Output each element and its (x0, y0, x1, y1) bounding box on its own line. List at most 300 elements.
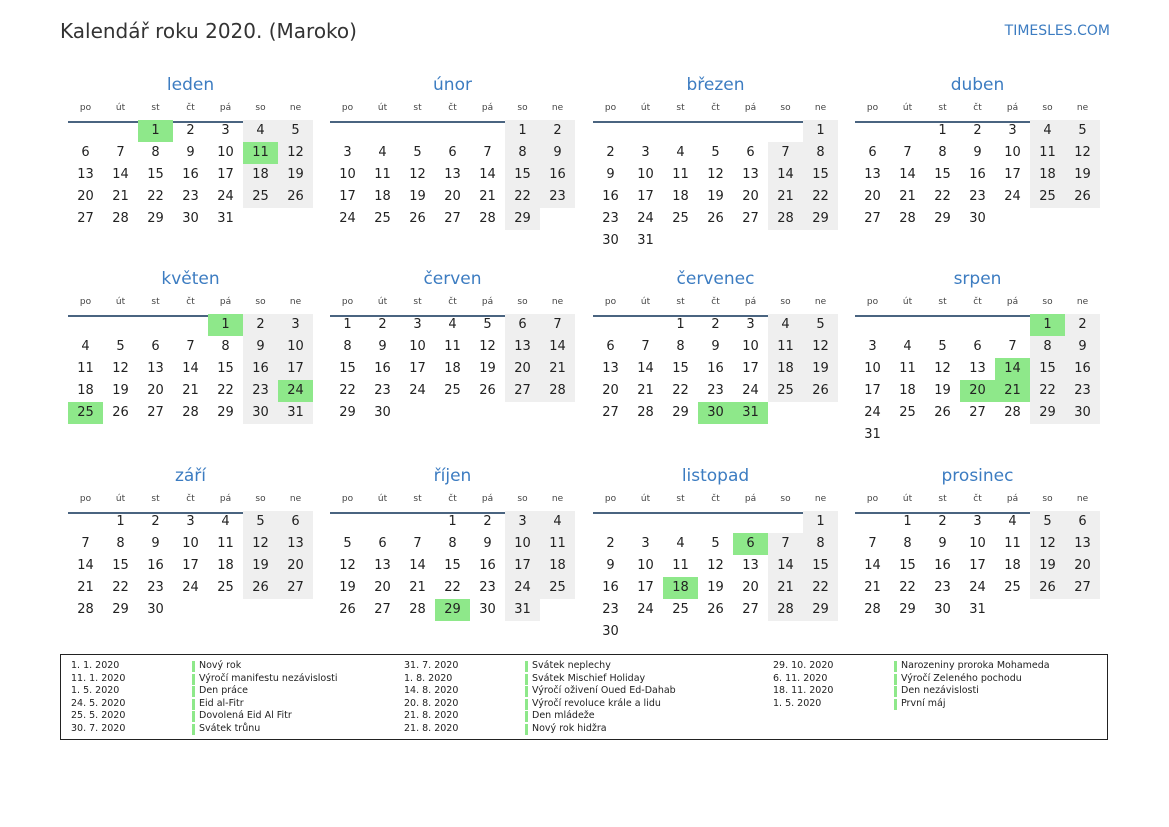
day-cell: 8 (938, 145, 947, 160)
day-cell: 18 (768, 358, 803, 380)
day-cell: 20 (505, 358, 540, 380)
day-cell: 12 (1030, 533, 1065, 555)
holiday-marker (525, 674, 528, 685)
holiday-name: Den mládeže (532, 710, 595, 722)
day-cell: 8 (676, 339, 685, 354)
holiday-name: Výročí revoluce krále a lidu (532, 697, 661, 709)
day-cell: 20 (1065, 555, 1100, 577)
day-cell: 29 (899, 602, 916, 617)
holiday-date: 6. 11. 2020 (773, 672, 828, 684)
day-cell: 13 (147, 361, 164, 376)
day-cell: 24 (409, 383, 426, 398)
weekday-label: pá (481, 494, 494, 504)
holiday-day: 14 (995, 358, 1030, 380)
day-cell: 22 (803, 577, 838, 599)
day-cell: 22 (934, 189, 951, 204)
day-cell: 21 (112, 189, 129, 204)
day-cell: 26 (803, 380, 838, 402)
weekday-label: út (640, 103, 651, 113)
day-cell: 30 (182, 211, 199, 226)
day-cell: 12 (409, 167, 426, 182)
weekday-label: út (902, 103, 913, 113)
weekday-label: so (780, 103, 791, 113)
day-cell: 26 (278, 186, 313, 208)
weekday-label: po (341, 494, 354, 504)
weekday-label: so (1042, 297, 1053, 307)
weekday-label: po (341, 103, 354, 113)
day-cell: 24 (339, 211, 356, 226)
month-name: únor (433, 75, 472, 95)
day-cell: 4 (768, 314, 803, 336)
day-cell: 9 (1065, 336, 1100, 358)
day-cell: 20 (742, 189, 759, 204)
day-cell: 23 (969, 189, 986, 204)
day-cell: 15 (803, 164, 838, 186)
holiday-date: 1. 1. 2020 (71, 660, 120, 671)
day-cell: 11 (540, 533, 575, 555)
day-cell: 27 (147, 405, 164, 420)
day-cell: 14 (637, 361, 654, 376)
day-cell: 13 (374, 558, 391, 573)
day-cell: 12 (707, 167, 724, 182)
weekday-label: st (151, 297, 160, 307)
day-cell: 14 (899, 167, 916, 182)
day-cell: 3 (221, 123, 230, 138)
day-cell: 4 (378, 145, 387, 160)
weekday-label: st (151, 103, 160, 113)
holiday-date: 1. 5. 2020 (773, 697, 822, 709)
day-cell: 30 (479, 602, 496, 617)
day-cell: 24 (182, 580, 199, 595)
day-cell: 9 (378, 339, 387, 354)
day-cell: 3 (343, 145, 352, 160)
day-cell: 12 (934, 361, 951, 376)
day-cell: 22 (444, 580, 461, 595)
holiday-day: 21 (995, 380, 1030, 402)
day-cell: 21 (409, 580, 426, 595)
holiday-date: 18. 11. 2020 (773, 685, 834, 697)
weekday-label: st (413, 494, 422, 504)
day-cell: 21 (540, 358, 575, 380)
weekday-label: ne (289, 297, 302, 307)
day-cell: 16 (602, 580, 619, 595)
weekday-label: čt (973, 103, 982, 113)
day-cell: 2 (483, 514, 492, 529)
day-cell: 4 (221, 514, 230, 529)
day-cell: 23 (1065, 380, 1100, 402)
weekday-label: so (1042, 103, 1053, 113)
holiday-name: Nový rok (199, 660, 242, 671)
day-cell: 3 (868, 339, 877, 354)
day-cell: 16 (147, 558, 164, 573)
day-cell: 13 (278, 533, 313, 555)
day-cell: 11 (899, 361, 916, 376)
holiday-date: 24. 5. 2020 (71, 697, 126, 709)
day-cell: 27 (969, 405, 986, 420)
day-cell: 11 (1030, 142, 1065, 164)
day-cell: 20 (147, 383, 164, 398)
day-cell: 27 (505, 380, 540, 402)
day-cell: 6 (278, 511, 313, 533)
day-cell: 27 (742, 602, 759, 617)
day-cell: 7 (483, 145, 492, 160)
holiday-name: Svátek neplechy (532, 660, 611, 671)
day-cell: 20 (742, 580, 759, 595)
day-cell: 28 (479, 211, 496, 226)
weekday-header (68, 297, 313, 309)
day-cell: 3 (973, 514, 982, 529)
day-cell: 25 (1030, 186, 1065, 208)
day-cell: 12 (1065, 142, 1100, 164)
day-cell: 18 (444, 361, 461, 376)
day-cell: 2 (711, 317, 720, 332)
weekday-label: út (377, 297, 388, 307)
weekday-header (330, 297, 575, 309)
weekday-label: út (377, 494, 388, 504)
day-cell: 31 (637, 233, 654, 248)
day-cell: 14 (864, 558, 881, 573)
day-cell: 9 (186, 145, 195, 160)
day-cell: 2 (243, 314, 278, 336)
day-cell: 5 (413, 145, 422, 160)
month-name: červen (423, 269, 482, 289)
weekday-label: ne (1076, 103, 1089, 113)
day-cell: 12 (803, 336, 838, 358)
day-cell: 10 (637, 558, 654, 573)
holiday-marker (894, 686, 897, 697)
day-cell: 16 (934, 558, 951, 573)
day-cell: 3 (278, 314, 313, 336)
weekday-label: čt (186, 103, 195, 113)
weekday-label: út (115, 494, 126, 504)
holiday-day: 29 (435, 599, 470, 621)
day-cell: 20 (374, 580, 391, 595)
day-cell: 20 (77, 189, 94, 204)
holiday-name: Den nezávislosti (901, 685, 979, 697)
day-cell: 30 (243, 402, 278, 424)
day-cell: 28 (182, 405, 199, 420)
day-cell: 30 (602, 233, 619, 248)
day-cell: 5 (343, 536, 352, 551)
weekday-header (330, 494, 575, 506)
weekday-label: so (255, 103, 266, 113)
weekday-label: st (676, 297, 685, 307)
day-cell: 5 (116, 339, 125, 354)
day-cell: 1 (903, 514, 912, 529)
day-cell: 25 (1004, 580, 1021, 595)
weekday-label: čt (448, 297, 457, 307)
day-cell: 8 (505, 142, 540, 164)
day-cell: 11 (672, 558, 689, 573)
day-cell: 5 (938, 339, 947, 354)
day-cell: 14 (112, 167, 129, 182)
day-cell: 5 (483, 317, 492, 332)
day-cell: 13 (864, 167, 881, 182)
day-cell: 19 (934, 383, 951, 398)
day-cell: 19 (707, 580, 724, 595)
day-cell: 28 (409, 602, 426, 617)
day-cell: 2 (540, 120, 575, 142)
day-cell: 6 (448, 145, 457, 160)
day-cell: 21 (899, 189, 916, 204)
weekday-label: pá (219, 297, 232, 307)
weekday-label: st (938, 494, 947, 504)
weekday-label: út (115, 297, 126, 307)
holiday-legend (60, 654, 1108, 740)
day-cell: 22 (803, 186, 838, 208)
holiday-day: 31 (733, 402, 768, 424)
weekday-label: po (79, 103, 92, 113)
weekday-label: ne (1076, 494, 1089, 504)
day-cell: 1 (116, 514, 125, 529)
day-cell: 8 (151, 145, 160, 160)
day-cell: 31 (505, 599, 540, 621)
day-cell: 22 (147, 189, 164, 204)
weekday-label: so (255, 297, 266, 307)
day-cell: 26 (707, 211, 724, 226)
header-divider (593, 512, 838, 514)
holiday-marker (192, 711, 195, 722)
holiday-name: Narozeniny proroka Mohameda (901, 660, 1050, 671)
day-cell: 21 (77, 580, 94, 595)
day-cell: 21 (864, 580, 881, 595)
holiday-date: 20. 8. 2020 (404, 697, 459, 709)
day-cell: 9 (243, 336, 278, 358)
holiday-day: 1 (138, 120, 173, 142)
day-cell: 9 (483, 536, 492, 551)
day-cell: 17 (1004, 167, 1021, 182)
day-cell: 13 (444, 167, 461, 182)
day-cell: 31 (864, 427, 881, 442)
weekday-label: po (866, 494, 879, 504)
holiday-marker (525, 699, 528, 710)
day-cell: 2 (606, 536, 615, 551)
day-cell: 2 (186, 123, 195, 138)
day-cell: 9 (973, 145, 982, 160)
month-name: květen (161, 269, 220, 289)
day-cell: 27 (742, 211, 759, 226)
day-cell: 1 (448, 514, 457, 529)
weekday-label: ne (551, 297, 564, 307)
day-cell: 22 (339, 383, 356, 398)
day-cell: 29 (217, 405, 234, 420)
day-cell: 29 (339, 405, 356, 420)
holiday-marker (525, 724, 528, 735)
holiday-name: Den práce (199, 685, 249, 697)
day-cell: 11 (77, 361, 94, 376)
day-cell: 15 (444, 558, 461, 573)
holiday-date: 1. 8. 2020 (404, 672, 453, 684)
day-cell: 31 (969, 602, 986, 617)
holiday-day: 1 (208, 314, 243, 336)
day-cell: 29 (1030, 402, 1065, 424)
holiday-name: Svátek trůnu (199, 722, 261, 734)
month-name: březen (686, 75, 745, 95)
weekday-label: pá (481, 103, 494, 113)
legend-row (404, 723, 734, 736)
day-cell: 30 (969, 211, 986, 226)
day-cell: 3 (746, 317, 755, 332)
day-cell: 2 (151, 514, 160, 529)
legend-row (71, 673, 401, 686)
day-cell: 29 (803, 599, 838, 621)
day-cell: 7 (641, 339, 650, 354)
day-cell: 23 (934, 580, 951, 595)
day-cell: 20 (864, 189, 881, 204)
day-cell: 28 (864, 602, 881, 617)
weekday-label: po (866, 297, 879, 307)
day-cell: 17 (742, 361, 759, 376)
legend-row (404, 710, 734, 723)
day-cell: 1 (676, 317, 685, 332)
day-cell: 23 (602, 602, 619, 617)
weekday-label: st (676, 494, 685, 504)
weekday-label: ne (1076, 297, 1089, 307)
legend-row (71, 698, 401, 711)
weekday-label: út (640, 297, 651, 307)
day-cell: 9 (606, 558, 615, 573)
day-cell: 25 (540, 577, 575, 599)
weekday-label: út (902, 494, 913, 504)
day-cell: 16 (969, 167, 986, 182)
day-cell: 9 (938, 536, 947, 551)
day-cell: 28 (112, 211, 129, 226)
weekday-label: pá (744, 297, 757, 307)
day-cell: 7 (413, 536, 422, 551)
month-name: říjen (433, 466, 472, 486)
day-cell: 20 (278, 555, 313, 577)
day-cell: 19 (1030, 555, 1065, 577)
weekday-label: ne (289, 494, 302, 504)
weekday-header (68, 103, 313, 115)
day-cell: 26 (112, 405, 129, 420)
day-cell: 26 (339, 602, 356, 617)
day-cell: 14 (479, 167, 496, 182)
weekday-label: út (377, 103, 388, 113)
holiday-date: 25. 5. 2020 (71, 710, 126, 722)
day-cell: 23 (479, 580, 496, 595)
legend-row (773, 698, 1103, 711)
day-cell: 10 (182, 536, 199, 551)
day-cell: 1 (505, 120, 540, 142)
day-cell: 25 (672, 602, 689, 617)
holiday-day: 6 (733, 533, 768, 555)
day-cell: 16 (540, 164, 575, 186)
day-cell: 21 (182, 383, 199, 398)
legend-row (71, 723, 401, 736)
holiday-day: 11 (243, 142, 278, 164)
day-cell: 27 (444, 211, 461, 226)
day-cell: 10 (505, 533, 540, 555)
day-cell: 27 (602, 405, 619, 420)
day-cell: 25 (243, 186, 278, 208)
day-cell: 5 (1065, 120, 1100, 142)
day-cell: 30 (602, 624, 619, 639)
day-cell: 27 (864, 211, 881, 226)
weekday-label: po (341, 297, 354, 307)
holiday-marker (192, 724, 195, 735)
day-cell: 10 (339, 167, 356, 182)
weekday-label: so (517, 297, 528, 307)
day-cell: 3 (1008, 123, 1017, 138)
day-cell: 19 (1065, 164, 1100, 186)
holiday-date: 31. 7. 2020 (404, 660, 459, 671)
weekday-label: st (151, 494, 160, 504)
day-cell: 22 (112, 580, 129, 595)
legend-row (773, 660, 1103, 673)
day-cell: 6 (868, 145, 877, 160)
day-cell: 18 (899, 383, 916, 398)
page-title: Kalendář roku 2020. (Maroko) (60, 19, 357, 43)
day-cell: 14 (409, 558, 426, 573)
day-cell: 14 (768, 164, 803, 186)
day-cell: 10 (637, 167, 654, 182)
day-cell: 27 (77, 211, 94, 226)
day-cell: 16 (1065, 358, 1100, 380)
day-cell: 13 (602, 361, 619, 376)
day-cell: 23 (147, 580, 164, 595)
holiday-marker (894, 699, 897, 710)
weekday-label: pá (744, 103, 757, 113)
holiday-day: 25 (68, 402, 103, 424)
day-cell: 17 (409, 361, 426, 376)
day-cell: 21 (768, 186, 803, 208)
weekday-header (593, 297, 838, 309)
day-cell: 10 (409, 339, 426, 354)
day-cell: 4 (540, 511, 575, 533)
holiday-day: 1 (1030, 314, 1065, 336)
day-cell: 24 (969, 580, 986, 595)
legend-row (404, 660, 734, 673)
day-cell: 19 (803, 358, 838, 380)
day-cell: 1 (803, 511, 838, 533)
day-cell: 19 (112, 383, 129, 398)
day-cell: 15 (147, 167, 164, 182)
legend-row (773, 685, 1103, 698)
day-cell: 31 (278, 402, 313, 424)
weekday-label: pá (219, 103, 232, 113)
day-cell: 18 (374, 189, 391, 204)
day-cell: 8 (343, 339, 352, 354)
day-cell: 26 (409, 211, 426, 226)
site-link[interactable]: TIMESLES.COM (1004, 23, 1110, 39)
day-cell: 26 (707, 602, 724, 617)
day-cell: 20 (444, 189, 461, 204)
day-cell: 8 (221, 339, 230, 354)
day-cell: 23 (182, 189, 199, 204)
day-cell: 8 (116, 536, 125, 551)
day-cell: 17 (505, 555, 540, 577)
day-cell: 8 (1030, 336, 1065, 358)
day-cell: 12 (479, 339, 496, 354)
weekday-label: ne (551, 494, 564, 504)
day-cell: 7 (1008, 339, 1017, 354)
weekday-label: ne (814, 297, 827, 307)
day-cell: 2 (973, 123, 982, 138)
month-name: listopad (681, 466, 750, 486)
day-cell: 18 (77, 383, 94, 398)
day-cell: 25 (899, 405, 916, 420)
day-cell: 13 (1065, 533, 1100, 555)
weekday-label: po (866, 103, 879, 113)
day-cell: 15 (112, 558, 129, 573)
day-cell: 22 (1030, 380, 1065, 402)
day-cell: 10 (217, 145, 234, 160)
day-cell: 6 (505, 314, 540, 336)
day-cell: 3 (186, 514, 195, 529)
header-divider (593, 121, 838, 123)
day-cell: 3 (641, 536, 650, 551)
